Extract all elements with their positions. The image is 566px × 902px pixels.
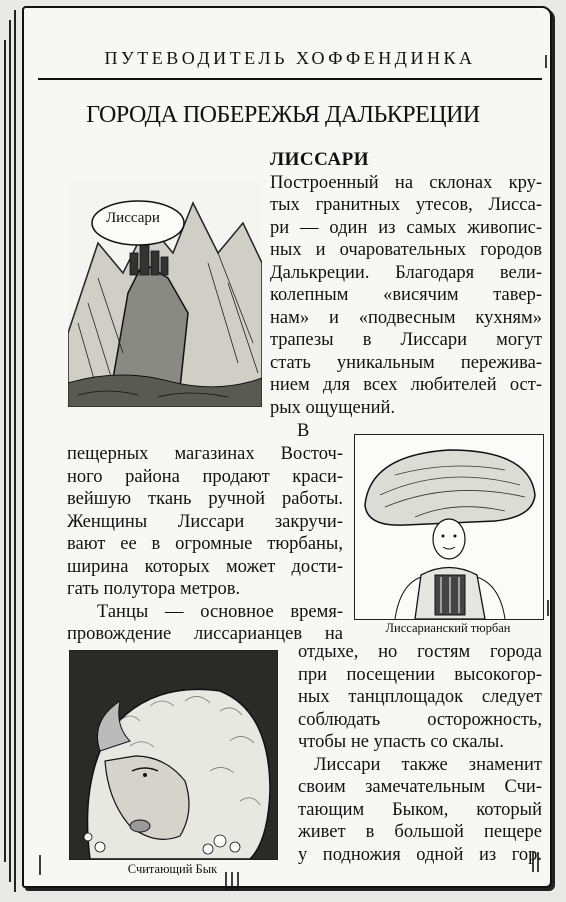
text-line: при посещении высокогор- — [298, 664, 542, 685]
text-line: вейшую ткань ручной работы. — [67, 489, 343, 509]
text-line: Женщины Лиссари закручи- — [67, 511, 343, 532]
text-line: ширина которых может дости- — [67, 556, 343, 577]
text-line: тающим Быком, который — [298, 799, 542, 820]
text-line: у подножия одной из гор. — [298, 844, 542, 865]
text-line: чтобы не упасть со скалы. — [298, 732, 504, 752]
text-line: Лиссари также знаменит — [314, 754, 542, 775]
text-line: рых ощущений. — [270, 397, 396, 418]
text-line: гать полутора метров. — [67, 579, 241, 599]
city-label: Лиссари — [106, 210, 160, 226]
text-line: вают ее в огромные тюрбаны, — [67, 534, 343, 554]
para2-start: В — [297, 421, 310, 441]
text-line: Далькреции. Благодаря вели- — [270, 262, 542, 283]
text-line: Построенный на склонах кру- — [270, 172, 542, 193]
running-header: ПУТЕВОДИТЕЛЬ ХОФФЕНДИНКА — [38, 38, 542, 80]
text-line: ных и очаровательных городов — [270, 240, 542, 260]
text-line: колепным «висячим тавер- — [270, 285, 542, 305]
text-line: тых гранитных утесов, Лисса- — [270, 195, 542, 215]
text-line: своим замечательным Счи- — [298, 777, 542, 797]
text-line: трапезы в Лиссари могут — [270, 330, 542, 350]
text-line: пещерных магазинах Восточ- — [67, 444, 343, 464]
text-line: ных танцплощадок следует — [298, 687, 542, 707]
turban-caption: Лиссарианский тюрбан — [385, 621, 511, 635]
text-line: стать уникальным пережива- — [270, 352, 542, 373]
text-line: живет в большой пещере — [298, 822, 542, 842]
bull-caption: Считающий Бык — [127, 862, 218, 876]
text-line: ного района продают краси- — [67, 466, 343, 487]
text-line: нием для всех любителей ост- — [270, 375, 542, 395]
text-line: провождение лиссарианцев на — [67, 624, 343, 644]
text-line: ри — один из самых живопис- — [270, 217, 542, 238]
text-line: отдыхе, но гостям города — [298, 642, 542, 662]
article-subtitle: ЛИССАРИ — [270, 149, 370, 170]
section-title: ГОРОДА ПОБЕРЕЖЬЯ ДАЛЬКРЕЦИИ — [86, 102, 480, 128]
text-line: соблюдать осторожность, — [298, 709, 542, 730]
text-line: Танцы — основное время- — [97, 601, 343, 622]
text-line: нам» и «подвесным кухням» — [270, 307, 542, 328]
